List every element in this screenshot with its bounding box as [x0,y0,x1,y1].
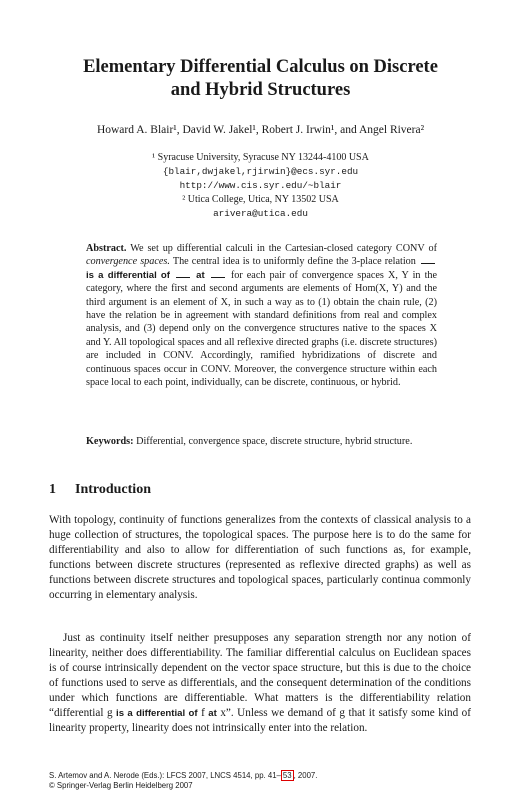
affiliations [0,151,521,221]
section-heading [49,482,469,498]
paragraph-2-text-c: f [197,706,209,719]
blank-slot-2 [176,269,190,278]
citation-year: , 2007. [293,771,318,780]
paragraph-2 [49,631,471,736]
paragraph-2-relation: is a differential of [116,707,198,719]
abstract-text-3: for each pair of convergence spaces X, Y in the category, where the first and second arguments are elements of Hom(X, Y) and the third argument is an element of X, in such a way as to (1) obtain the chain rule, (2) have the relation be in agreement with standard definitions from real and complex analysis, and (3) depend only on the convergence structures native to the spaces X and Y. All topological spaces and all reflexive directed graphs (i.e. discrete structures) are included in CONV. Accordingly, ramified hybridizations of discrete and continuous spaces occur in CONV. Moreover, the convergence structure within each space local to each point, individually, can be discrete, continuous, or hybrid. [86,269,438,389]
email-syracuse: {blair,dwjakel,rjirwin}@ecs.syr.edu [162,166,359,177]
keywords [86,435,437,448]
paper-title [0,56,521,102]
keywords-text: Differential, convergence space, discrete structure, hybrid structure. [136,436,413,447]
affiliation-utica: ² Utica College, Utica, NY 13502 USA [182,194,339,205]
email-utica: arivera@utica.edu [213,208,308,219]
abstract-text-2: The central idea is to uniformly define the 3-place relation [169,256,419,268]
citation-line [49,771,469,781]
homepage-url: http://www.cis.syr.edu/~blair [179,180,342,191]
page-range-link[interactable]: 53 [282,771,292,780]
paragraph-2-at: at [208,707,217,719]
abstract-label: Abstract. [86,243,127,254]
abstract-emphasis: convergence spaces. [86,256,170,268]
copyright-line: © Springer-Verlag Berlin Heidelberg 2007 [49,781,193,790]
paragraph-2-text-e: x”. Unless we demand of g that it satisfy some kind of linearity property, linearity does not intrinsically enter into the relation. [49,706,471,735]
abstract-text-1: We set up differential calculi in the Cartesian-closed category CONV of [130,243,437,254]
title-line-2: and Hybrid Structures [170,80,351,100]
abstract [86,242,437,389]
section-number: 1 [49,482,56,497]
section-title: Introduction [75,482,151,497]
keywords-label: Keywords: [86,436,134,447]
citation-text: S. Artemov and A. Nerode (Eds.): LFCS 2007, LNCS 4514, pp. 41– [49,771,281,780]
author-list: Howard A. Blair¹, David W. Jakel¹, Robert J. Irwin¹, and Angel Rivera² [96,124,425,136]
relation-part-1: is a differential of [86,269,170,281]
paragraph-2-text-a: Just as continuity itself neither presupposes any separation strength nor any notion of linearity, neither does differentiability. The familiar differential calculus on Euclidean spaces is of course intrinsically dependent on the vector space structure, but this is due to the choice of functions used to serve as differentials, and the consequent determination of the conditions under which functions are differentiable. What matters is the differentiability relation “differential g [49,632,471,719]
blank-slot-3 [211,269,225,278]
title-line-1: Elementary Differential Calculus on Discrete [83,57,438,77]
paragraph-1: With topology, continuity of functions generalizes from the contexts of classical analysis to a huge collection of structures, the topological spaces. The purpose here is to do the same for differentiability and also to allow for differentiation of such functions as, for example, functions between discrete structures (represented as reflexive directed graphs) as well as functions between discrete structures and topological spaces, particularly continua commonly occurring in elementary analysis. [49,514,471,601]
blank-slot-1 [421,255,435,264]
affiliation-syracuse: ¹ Syracuse University, Syracuse NY 13244-4100 USA [152,152,369,163]
relation-part-2: at [196,269,205,281]
page-footer [49,771,469,791]
